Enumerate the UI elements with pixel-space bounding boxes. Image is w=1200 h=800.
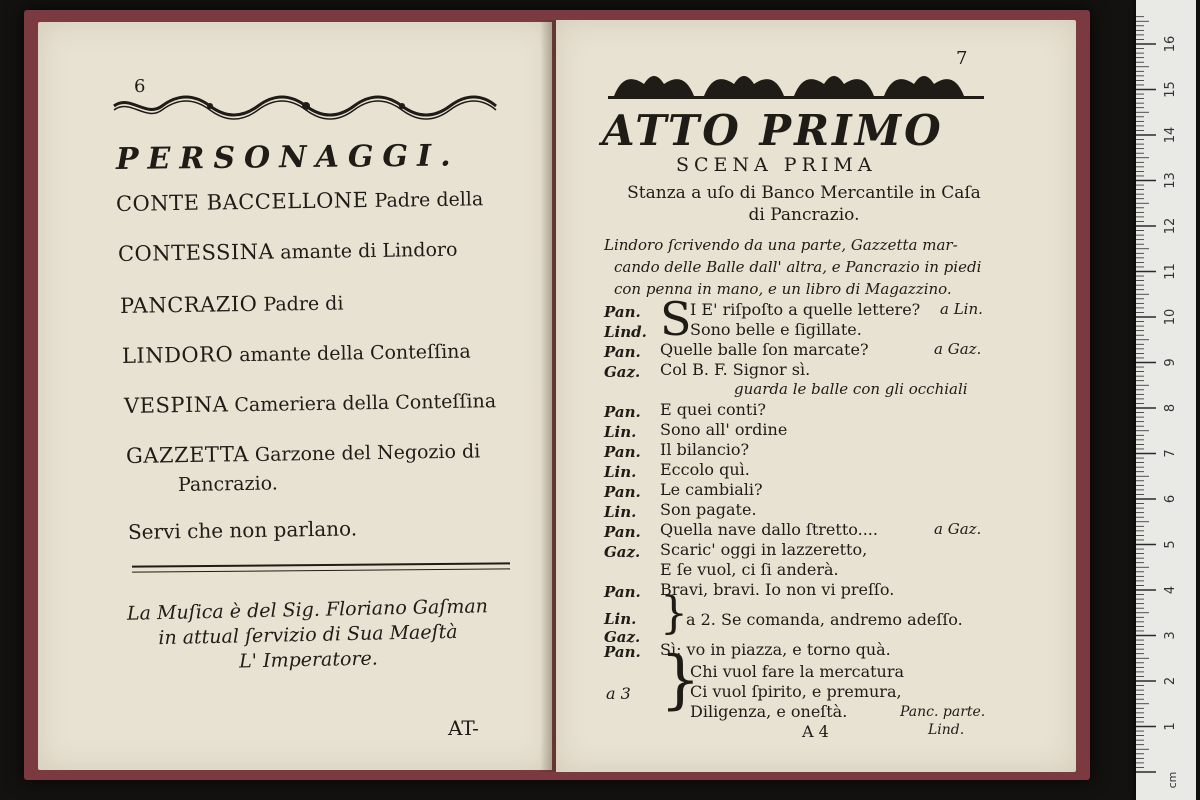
dialogue-line: E ſe vuol, ci ſi anderà. <box>660 560 839 579</box>
aside-note: a Gaz. <box>934 520 982 538</box>
character-name: CONTE BACCELLONE <box>115 188 369 216</box>
aside-note: Panc. parte. <box>900 704 986 720</box>
trio-line: Diligenza, e oneſtà. <box>690 702 848 721</box>
dialogue-line: Col B. F. Signor sì. <box>660 360 811 379</box>
speaker-label: Pan. <box>604 303 641 321</box>
character-name: PANCRAZIO <box>119 291 258 318</box>
character-entry <box>120 290 344 318</box>
speaker-label: Pan. <box>604 343 641 361</box>
trio-label: a 3 <box>606 684 631 703</box>
ruler-label: 16 <box>1163 35 1178 53</box>
speaker-label: Lin. <box>604 463 637 481</box>
character-name: VESPINA <box>123 392 229 418</box>
speaker-label: Gaz. <box>604 543 641 561</box>
ruler-unit: cm <box>1166 771 1179 789</box>
speaker-label: Pan. <box>604 643 641 661</box>
speaker-label: Gaz. <box>604 363 641 381</box>
ruler-ticks <box>1136 0 1196 800</box>
dialogue-line: Scaric' oggi in lazzeretto, <box>660 540 868 559</box>
character-name: LINDORO <box>121 342 234 368</box>
left-page-number: 6 <box>134 76 146 97</box>
brace-glyph: } <box>660 588 688 639</box>
speaker-label: Lin. <box>604 423 637 441</box>
character-name: CONTESSINA <box>117 239 275 266</box>
servi-line: Servi che non parlano. <box>127 516 358 544</box>
character-desc: Padre della <box>374 188 484 212</box>
drop-cap: S <box>660 292 692 346</box>
character-desc: amante di Lindoro <box>280 238 458 264</box>
ruler-label: 11 <box>1163 263 1178 280</box>
dialogue-line: Son pagate. <box>660 500 757 519</box>
character-entry <box>118 237 458 266</box>
ruler-label: 10 <box>1163 308 1178 326</box>
stage-direction-line: Lindoro ſcrivendo da una parte, Gazzetta mar- <box>604 236 958 254</box>
character-desc-continued: Pancrazio. <box>177 472 278 496</box>
dialogue-line: Bravi, bravi. Io non vi preſſo. <box>660 580 895 599</box>
music-credit-line: in attual ſervizio di Sua Maeſtà <box>158 620 458 650</box>
speaker-label: Lin. <box>604 610 637 628</box>
ruler-label: 9 <box>1163 358 1178 367</box>
music-credit-line: L' Imperatore. <box>238 647 379 673</box>
speaker-label: Pan. <box>604 443 641 461</box>
ruler-label: 7 <box>1163 449 1178 458</box>
character-entry <box>124 388 496 418</box>
ruler-label: 14 <box>1163 126 1178 144</box>
ruler-label: 4 <box>1163 585 1178 595</box>
catchword: Lind. <box>928 722 965 738</box>
dialogue-line: Le cambiali? <box>660 480 763 499</box>
dialogue-line: E quei conti? <box>660 400 767 419</box>
aside-note: a Gaz. <box>934 340 982 358</box>
divider-rule <box>132 562 510 572</box>
character-entry <box>122 339 471 368</box>
stage-direction <box>604 234 981 300</box>
dialogue-line: Quella nave dallo ſtretto.... <box>660 520 878 539</box>
dialogue-line: Sì; vo in piazza, e torno quà. <box>660 640 891 659</box>
speaker-label: Lind. <box>604 323 647 341</box>
right-page <box>556 20 1076 772</box>
trio-line: Chi vuol fare la mercatura <box>690 662 905 681</box>
act-title: ATTO PRIMO <box>602 106 944 155</box>
character-name: GAZZETTA <box>125 442 250 468</box>
setting-line: di Pancrazio. <box>748 205 860 225</box>
setting-description <box>614 182 994 226</box>
dialogue-line: Eccolo quì. <box>660 460 750 479</box>
music-credit-line: La Muſica è del Sig. Floriano Gaſman <box>126 595 489 625</box>
ruler-label: 1 <box>1163 722 1178 731</box>
trio-line: Ci vuol ſpirito, e premura, <box>690 682 902 701</box>
speaker-label: Gaz. <box>604 628 641 646</box>
speaker-label: Pan. <box>604 403 641 421</box>
character-desc: Cameriera della Conteſſina <box>234 390 497 417</box>
right-page-number: 7 <box>956 48 968 69</box>
dialogue-line: Il bilancio? <box>660 440 750 459</box>
aside-note: guarda le balle con gli occhiali <box>734 380 968 398</box>
ruler-label: 2 <box>1163 676 1178 686</box>
speaker-label: Pan. <box>604 523 641 541</box>
measuring-ruler <box>1136 0 1196 800</box>
left-page <box>38 22 552 770</box>
dialogue-line: Quelle balle ſon marcate? <box>660 340 869 359</box>
signature-mark: A 4 <box>802 722 829 741</box>
speaker-label: Pan. <box>604 583 641 601</box>
ruler-label: 3 <box>1163 631 1178 640</box>
ruler-label: 13 <box>1163 172 1178 189</box>
character-entry <box>126 438 481 468</box>
duet-line: a 2. Se comanda, andremo adeſſo. <box>686 610 963 629</box>
speaker-label: Lin. <box>604 503 637 521</box>
character-desc: Garzone del Negozio di <box>254 440 481 466</box>
speaker-label: Pan. <box>604 483 641 501</box>
music-credit <box>107 594 508 677</box>
dialogue-line: Sono belle e ſigillate. <box>690 320 862 339</box>
ruler-label: 12 <box>1163 217 1178 235</box>
ruler-label: 15 <box>1163 81 1178 98</box>
personaggi-heading: PERSONAGGI. <box>115 138 460 177</box>
setting-line: Stanza a uſo di Banco Mercantile in Caſa <box>627 183 981 203</box>
ruler-label: 8 <box>1163 403 1178 413</box>
stage-direction-line: cando delle Balle dall' altra, e Pancrazio in piedi <box>614 258 982 276</box>
character-desc: Padre di <box>263 292 344 316</box>
brace-glyph: } <box>660 643 701 717</box>
character-desc: amante della Conteſſina <box>239 340 471 367</box>
dialogue-line: Sono all' ordine <box>660 420 788 439</box>
aside-note: a Lin. <box>940 300 983 318</box>
ruler-label: 5 <box>1163 540 1178 549</box>
ornament-border-icon <box>110 92 500 120</box>
ruler-label: 6 <box>1163 494 1178 504</box>
stage-direction-line: con penna in mano, e un libro di Magazzino. <box>614 280 952 298</box>
character-entry <box>116 186 484 216</box>
catchword: AT- <box>448 716 479 740</box>
ornament-border-icon <box>604 66 990 102</box>
dialogue-line: I E' riſpoſto a quelle lettere? <box>690 300 921 319</box>
scene-title: SCENA PRIMA <box>676 154 877 176</box>
